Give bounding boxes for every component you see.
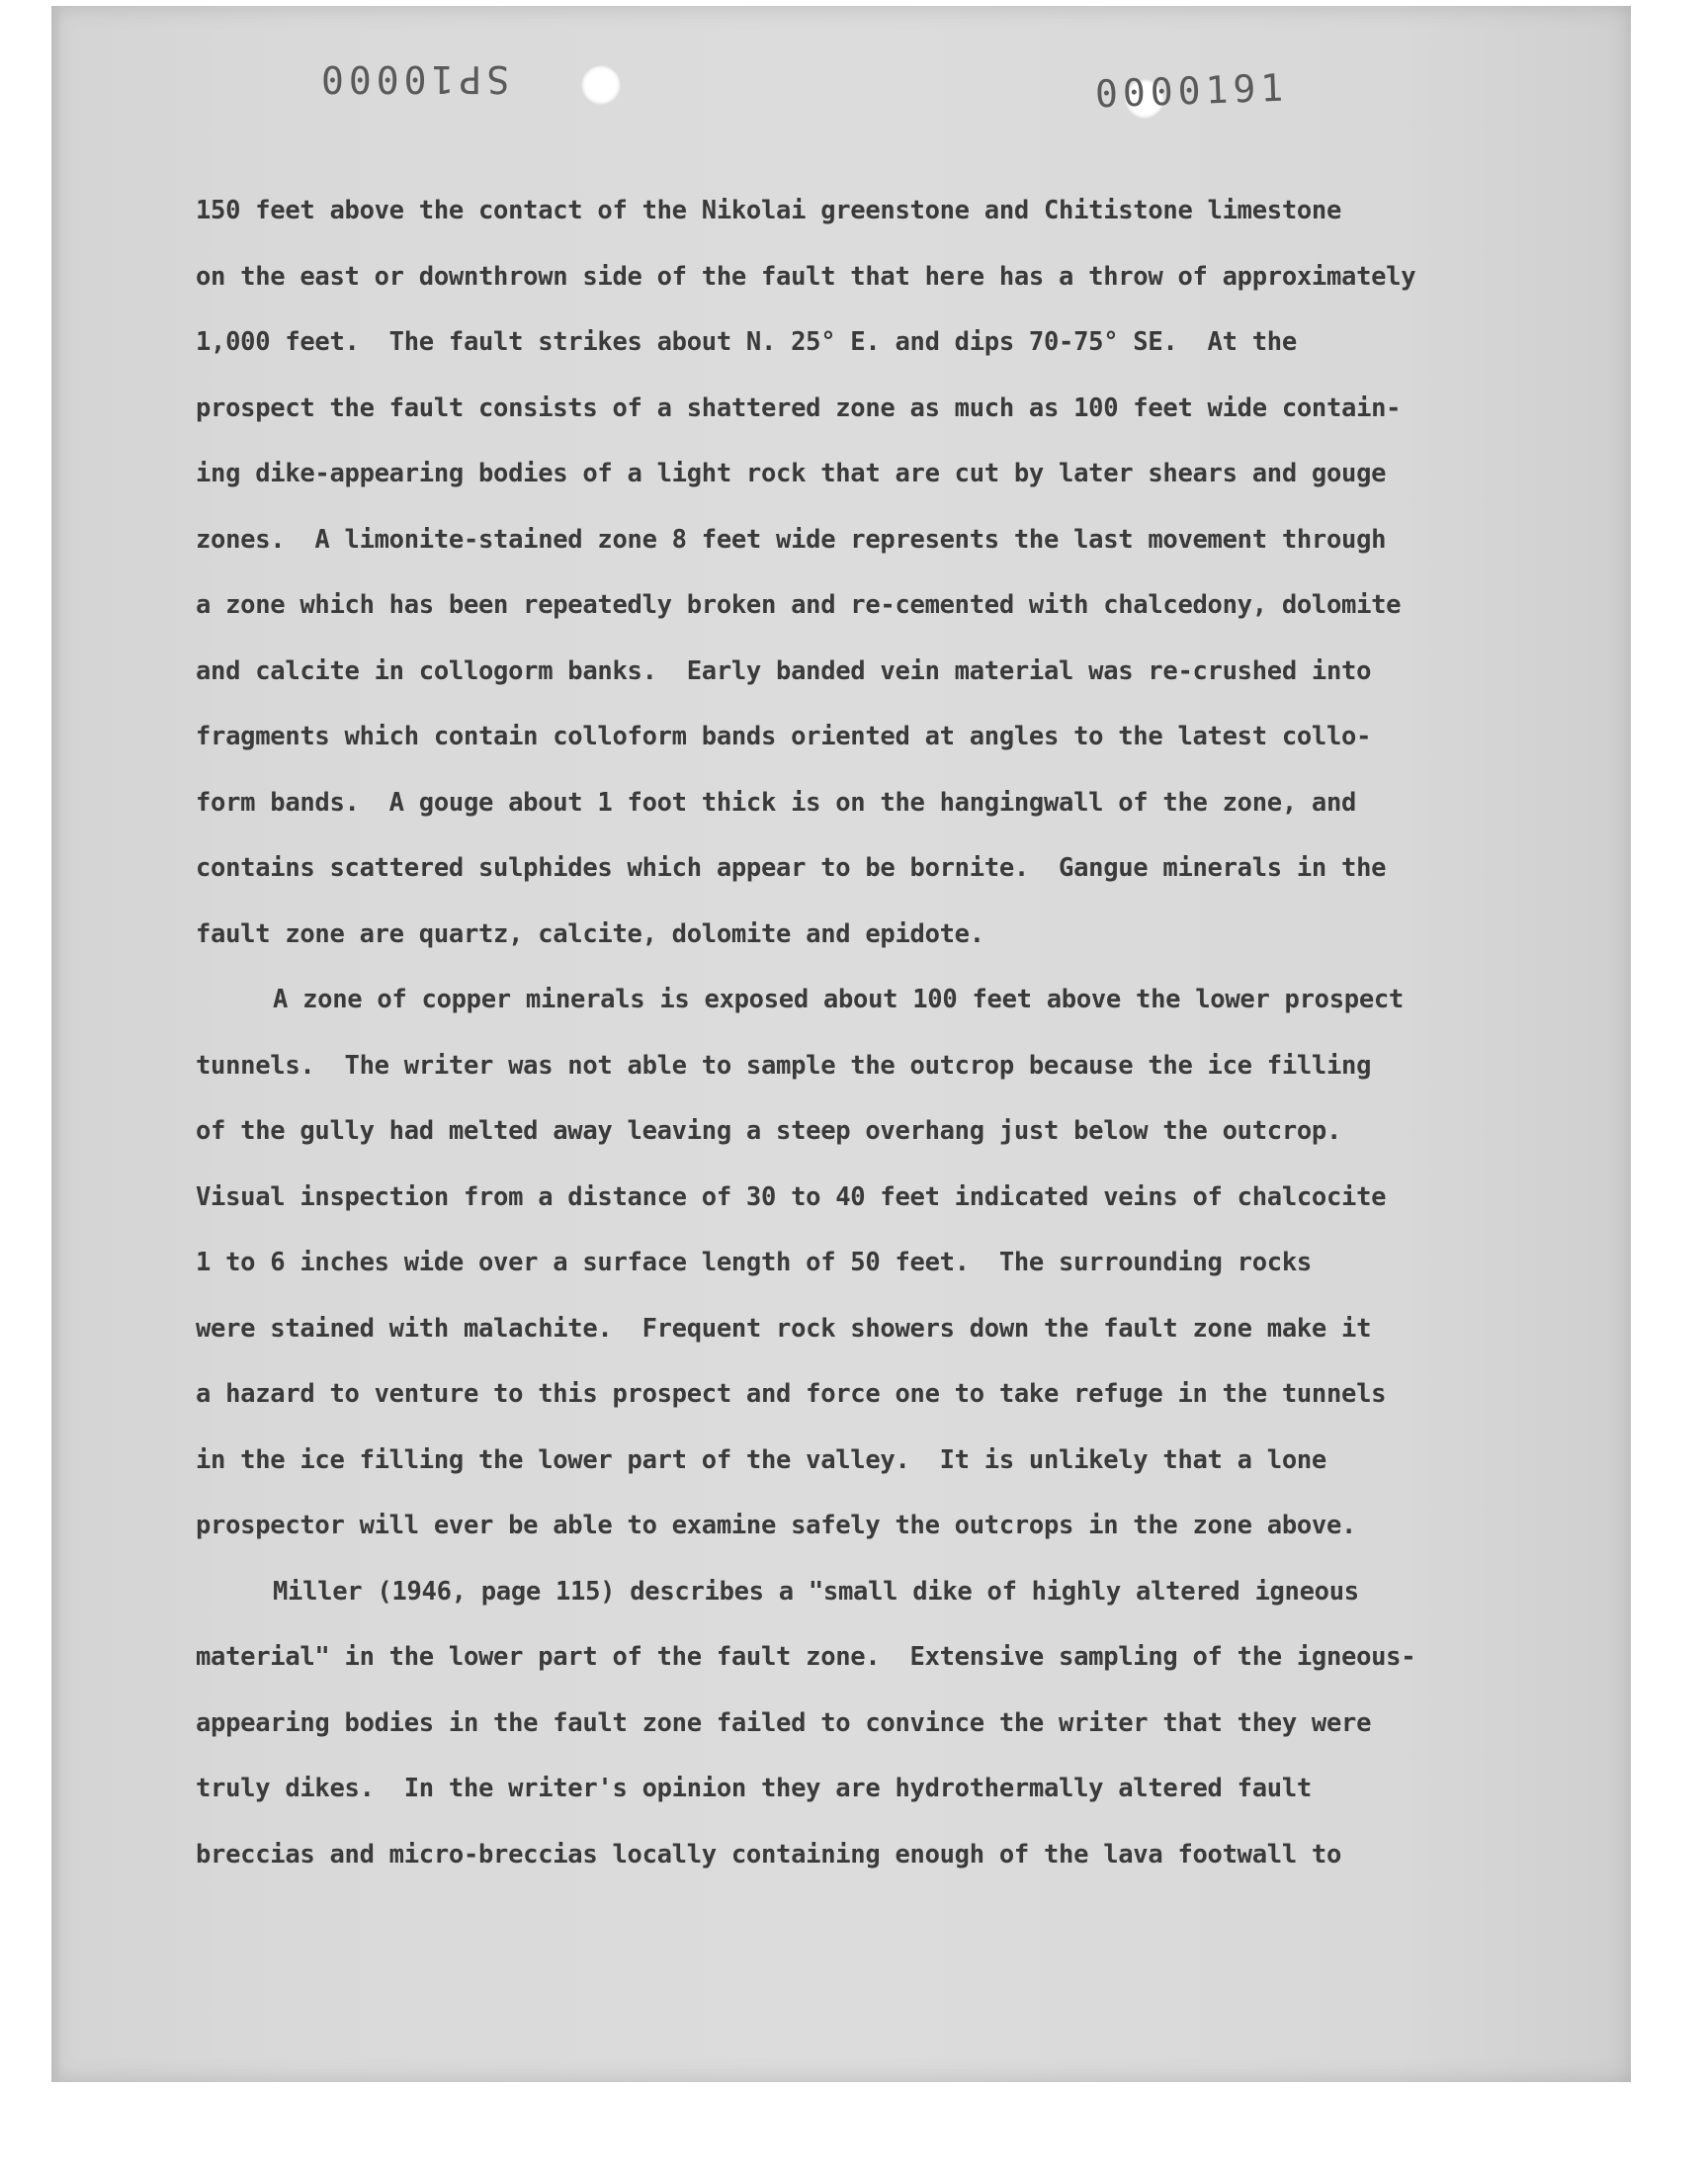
paragraph-start-line: Miller (1946, page 115) describes a "small dike of highly altered igneous bbox=[273, 1576, 1359, 1607]
text-line: fragments which contain colloform bands oriented at angles to the latest collo- bbox=[196, 722, 1372, 751]
page-shadow-edge bbox=[51, 6, 61, 2082]
page-stamp-left: SP10000 bbox=[316, 57, 510, 101]
text-line: 1 to 6 inches wide over a surface length of 50 feet. The surrounding rocks bbox=[196, 1248, 1312, 1277]
text-line: material" in the lower part of the fault zone. Extensive sampling of the igneous- bbox=[196, 1642, 1416, 1672]
punch-hole-left bbox=[581, 65, 621, 105]
text-line: of the gully had melted away leaving a steep overhang just below the outcrop. bbox=[196, 1116, 1342, 1146]
text-line: contains scattered sulphides which appear to be bornite. Gangue minerals in the bbox=[196, 853, 1387, 883]
page-number-stamp: 0000191 bbox=[1094, 65, 1289, 117]
text-line: in the ice filling the lower part of the valley. It is unlikely that a lone bbox=[196, 1444, 1326, 1475]
text-line: truly dikes. In the writer's opinion they are hydrothermally altered fault bbox=[196, 1774, 1312, 1803]
text-line: a zone which has been repeatedly broken and re-cemented with chalcedony, dolomite bbox=[196, 590, 1402, 620]
text-line: 150 feet above the contact of the Nikolai greenstone and Chitistone limestone bbox=[196, 196, 1342, 225]
text-line: 1,000 feet. The fault strikes about N. 25° E. and dips 70-75° SE. At the bbox=[196, 327, 1297, 357]
text-line: Visual inspection from a distance of 30 to 40 feet indicated veins of chalcocite bbox=[196, 1181, 1387, 1212]
text-line: and calcite in collogorm banks. Early banded vein material was re-crushed into bbox=[196, 655, 1372, 686]
text-line: tunnels. The writer was not able to sample the outcrop because the ice filling bbox=[196, 1050, 1372, 1081]
text-line: ing dike-appearing bodies of a light rock that are cut by later shears and gouge bbox=[196, 459, 1387, 488]
text-line: prospect the fault consists of a shattered zone as much as 100 feet wide contain- bbox=[196, 392, 1402, 423]
paragraph-start-line: A zone of copper minerals is exposed about 100 feet above the lower prospect bbox=[273, 985, 1404, 1014]
text-line: form bands. A gouge about 1 foot thick is on the hangingwall of the zone, and bbox=[196, 787, 1357, 818]
text-line: a hazard to venture to this prospect and force one to take refuge in the tunnels bbox=[196, 1379, 1387, 1409]
document-body bbox=[196, 178, 1580, 1887]
text-line: fault zone are quartz, calcite, dolomite and epidote. bbox=[196, 918, 984, 949]
text-line: prospector will ever be able to examine safely the outcrops in the zone above. bbox=[196, 1511, 1357, 1540]
text-line: appearing bodies in the fault zone failed to convince the writer that they were bbox=[196, 1707, 1372, 1738]
text-line: on the east or downthrown side of the fault that here has a throw of approximately bbox=[196, 261, 1416, 292]
text-line: zones. A limonite-stained zone 8 feet wide represents the last movement through bbox=[196, 524, 1387, 555]
text-line: breccias and micro-breccias locally containing enough of the lava footwall to bbox=[196, 1839, 1342, 1870]
text-line: were stained with malachite. Frequent rock showers down the fault zone make it bbox=[196, 1313, 1372, 1344]
